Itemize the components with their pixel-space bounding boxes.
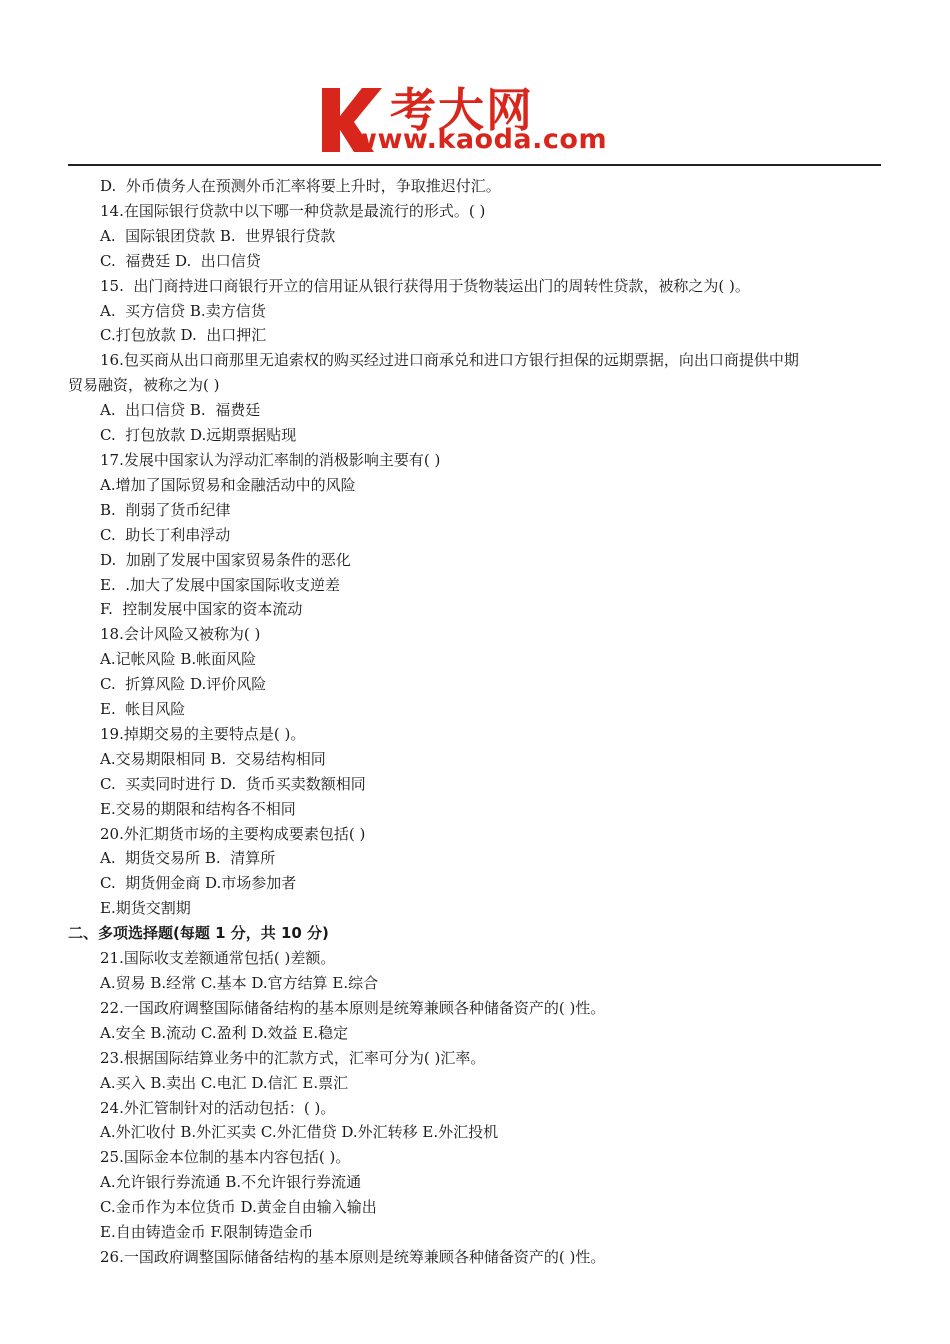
question-25: 25.国际金本位制的基本内容包括( )。 [100, 1148, 351, 1167]
options-line: A. 出口信贷 B. 福费廷 [100, 401, 261, 420]
question-17: 17.发展中国家认为浮动汇率制的消极影响主要有( ) [100, 450, 441, 469]
options-line: C.金币作为本位货币 D.黄金自由输入输出 [100, 1198, 377, 1217]
options-line: C. 打包放款 D.远期票据贴现 [100, 426, 297, 445]
document-body [68, 174, 883, 1270]
header-divider [68, 164, 881, 166]
option-line: A.增加了国际贸易和金融活动中的风险 [100, 475, 356, 494]
option-line: E.期货交割期 [100, 899, 191, 918]
question-15: 15. 出门商持进口商银行开立的信用证从银行获得用于货物装运出门的周转性贷款，被称之为( )。 [100, 276, 750, 295]
logo-url: www.kaoda.com [352, 124, 608, 155]
option-line: E. 帐目风险 [100, 700, 186, 719]
question-22: 22.一国政府调整国际储备结构的基本原则是统筹兼顾各种储备资产的( )性。 [100, 998, 606, 1017]
options-line: A.交易期限相同 B. 交易结构相同 [100, 749, 326, 768]
logo-title: 考大网 [390, 83, 534, 137]
options-line: A.允许银行券流通 B.不允许银行券流通 [100, 1173, 362, 1192]
options-line: A. 期货交易所 B. 清算所 [100, 849, 276, 868]
options-line: A.记帐风险 B.帐面风险 [100, 650, 257, 669]
option-line: E.交易的期限和结构各不相同 [100, 799, 296, 818]
options-line: C.打包放款 D. 出口押汇 [100, 326, 267, 345]
question-16: 16.包买商从出口商那里无追索权的购买经过进口商承兑和进口方银行担保的远期票据，向出口商提供中期 [100, 351, 799, 370]
question-16-continuation: 贸易融资，被称之为( ) [68, 376, 220, 395]
section-title: 二、多项选择题(每题 1 分，共 10 分) [68, 924, 329, 943]
option-line: D. 加剧了发展中国家贸易条件的恶化 [100, 550, 351, 569]
option-line: C. 助长丁利串浮动 [100, 525, 231, 544]
option-line: E. .加大了发展中国家国际收支逆差 [100, 575, 341, 594]
options-line: A.外汇收付 B.外汇买卖 C.外汇借贷 D.外汇转移 E.外汇投机 [100, 1123, 499, 1142]
options-line: A.安全 B.流动 C.盈利 D.效益 E.稳定 [100, 1023, 349, 1042]
question-19: 19.掉期交易的主要特点是( )。 [100, 724, 306, 743]
options-line: A. 国际银团贷款 B. 世界银行贷款 [100, 226, 336, 245]
options-line: C. 福费廷 D. 出口信贷 [100, 251, 261, 270]
options-line: C. 折算风险 D.评价风险 [100, 675, 267, 694]
question-23: 23.根据国际结算业务中的汇款方式，汇率可分为( )汇率。 [100, 1048, 486, 1067]
question-14: 14.在国际银行贷款中以下哪一种贷款是最流行的形式。( ) [100, 201, 486, 220]
option-line: B. 削弱了货币纪律 [100, 500, 231, 519]
question-20: 20.外汇期货市场的主要构成要素包括( ) [100, 824, 366, 843]
options-line: C. 买卖同时进行 D. 货币买卖数额相同 [100, 774, 366, 793]
question-18: 18.会计风险又被称为( ) [100, 625, 261, 644]
options-line: A.贸易 B.经常 C.基本 D.官方结算 E.综合 [100, 974, 379, 992]
options-line: A. 买方信贷 B.卖方信货 [100, 301, 266, 320]
options-line: C. 期货佣金商 D.市场参加者 [100, 874, 297, 893]
question-24: 24.外汇管制针对的活动包括：( )。 [100, 1098, 336, 1117]
options-line: A.买入 B.卖出 C.电汇 D.信汇 E.票汇 [100, 1073, 349, 1092]
text-line: D. 外币债务人在预测外币汇率将要上升时，争取推迟付汇。 [100, 177, 501, 195]
option-line: F. 控制发展中国家的资本流动 [100, 600, 303, 619]
question-26: 26.一国政府调整国际储备结构的基本原则是统筹兼顾各种储备资产的( )性。 [100, 1247, 606, 1266]
options-line: E.自由铸造金币 F.限制铸造金币 [100, 1223, 314, 1242]
site-logo [318, 78, 648, 162]
question-21: 21.国际收支差额通常包括( )差额。 [100, 949, 336, 968]
